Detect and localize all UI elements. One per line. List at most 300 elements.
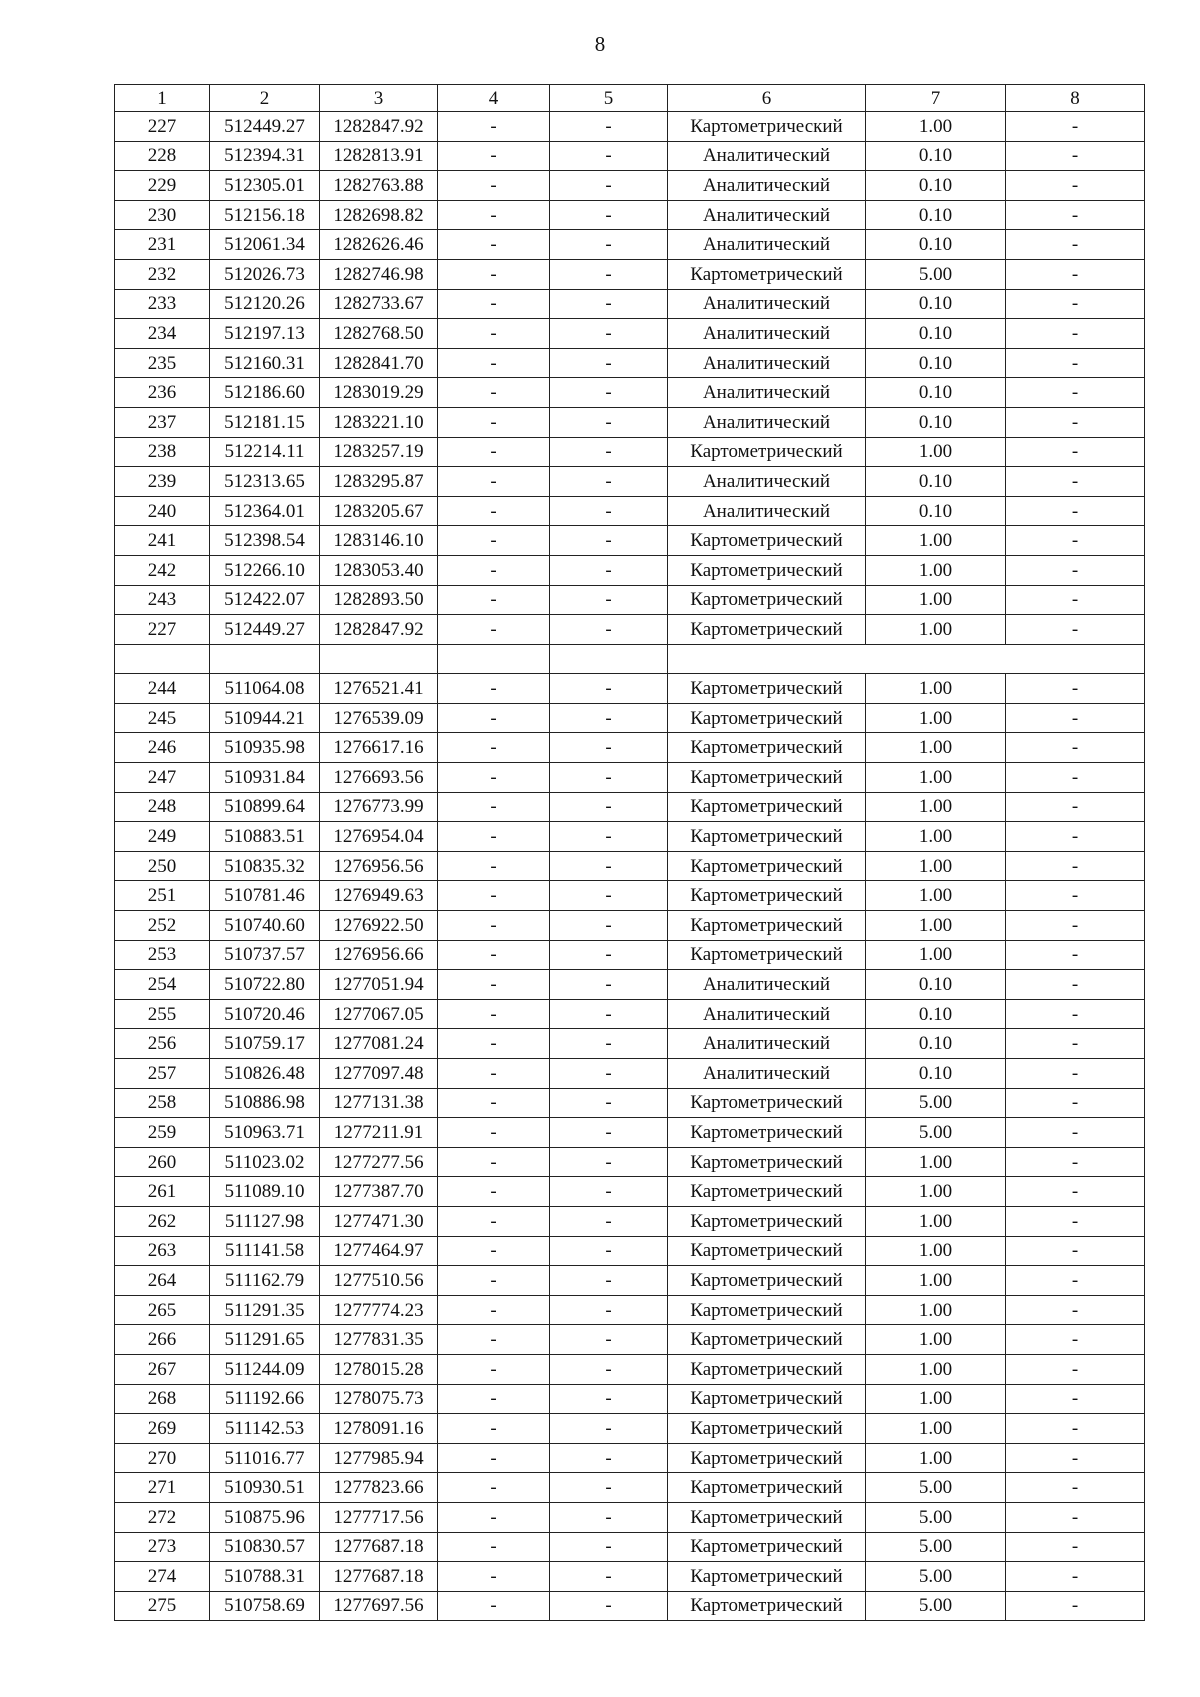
table-cell-col-8: - (1006, 230, 1145, 260)
table-cell-col-2: 510931.84 (210, 763, 320, 793)
table-cell-col-8: - (1006, 970, 1145, 1000)
separator-gap (668, 644, 1145, 674)
table-cell-col-1: 230 (115, 200, 210, 230)
table-cell-col-6: Картометрический (668, 733, 866, 763)
table-cell-col-1: 260 (115, 1147, 210, 1177)
table-cell-col-7: 5.00 (866, 1118, 1006, 1148)
table-cell-col-3: 1277471.30 (320, 1206, 438, 1236)
table-cell-col-2: 510944.21 (210, 703, 320, 733)
table-cell-col-8: - (1006, 1325, 1145, 1355)
table-cell-col-4: - (438, 1473, 550, 1503)
table-cell-col-8: - (1006, 703, 1145, 733)
table-cell-col-6: Картометрический (668, 1206, 866, 1236)
table-row (115, 555, 1145, 585)
table-cell-col-4: - (438, 851, 550, 881)
table-cell-col-6: Картометрический (668, 585, 866, 615)
table-cell-col-5: - (550, 1059, 668, 1089)
table-cell-col-8: - (1006, 1414, 1145, 1444)
column-header-8: 8 (1006, 85, 1145, 112)
page-number: 8 (594, 32, 606, 56)
table-cell-col-8: - (1006, 407, 1145, 437)
table-cell-col-7: 5.00 (866, 1591, 1006, 1621)
table-cell-col-8: - (1006, 1354, 1145, 1384)
table-cell-col-8: - (1006, 940, 1145, 970)
table-cell-col-5: - (550, 407, 668, 437)
separator-cell (210, 644, 320, 674)
table-cell-col-6: Картометрический (668, 881, 866, 911)
table-cell-col-6: Картометрический (668, 1354, 866, 1384)
table-cell-col-2: 510759.17 (210, 1029, 320, 1059)
table-cell-col-8: - (1006, 348, 1145, 378)
table-cell-col-2: 511162.79 (210, 1266, 320, 1296)
table-cell-col-7: 5.00 (866, 259, 1006, 289)
table-cell-col-8: - (1006, 999, 1145, 1029)
table-cell-col-7: 1.00 (866, 1384, 1006, 1414)
table-cell-col-4: - (438, 999, 550, 1029)
table-cell-col-8: - (1006, 555, 1145, 585)
table-block-2 (115, 674, 1145, 1621)
table-cell-col-1: 243 (115, 585, 210, 615)
table-cell-col-2: 512394.31 (210, 141, 320, 171)
table-cell-col-1: 272 (115, 1502, 210, 1532)
table-cell-col-8: - (1006, 1029, 1145, 1059)
table-cell-col-7: 0.10 (866, 467, 1006, 497)
table-cell-col-3: 1282768.50 (320, 319, 438, 349)
table-cell-col-2: 510722.80 (210, 970, 320, 1000)
table-cell-col-2: 511142.53 (210, 1414, 320, 1444)
table-cell-col-3: 1276617.16 (320, 733, 438, 763)
table-cell-col-1: 257 (115, 1059, 210, 1089)
table-cell-col-8: - (1006, 200, 1145, 230)
table-cell-col-7: 0.10 (866, 348, 1006, 378)
table-cell-col-1: 241 (115, 526, 210, 556)
table-cell-col-2: 510740.60 (210, 911, 320, 941)
table-cell-col-6: Картометрический (668, 940, 866, 970)
table-cell-col-1: 245 (115, 703, 210, 733)
table-row (115, 1443, 1145, 1473)
table-cell-col-5: - (550, 615, 668, 645)
table-cell-col-6: Аналитический (668, 970, 866, 1000)
table-row (115, 822, 1145, 852)
table-cell-col-1: 227 (115, 112, 210, 142)
table-cell-col-3: 1277081.24 (320, 1029, 438, 1059)
table-cell-col-8: - (1006, 1088, 1145, 1118)
table-cell-col-4: - (438, 733, 550, 763)
table-cell-col-3: 1283295.87 (320, 467, 438, 497)
table-cell-col-8: - (1006, 496, 1145, 526)
table-cell-col-5: - (550, 112, 668, 142)
table-cell-col-7: 0.10 (866, 141, 1006, 171)
table-cell-col-5: - (550, 496, 668, 526)
table-cell-col-2: 510883.51 (210, 822, 320, 852)
table-cell-col-8: - (1006, 1443, 1145, 1473)
table-cell-col-4: - (438, 1532, 550, 1562)
table-cell-col-4: - (438, 1591, 550, 1621)
table-cell-col-1: 248 (115, 792, 210, 822)
table-row (115, 141, 1145, 171)
table-cell-col-4: - (438, 674, 550, 704)
table-cell-col-1: 252 (115, 911, 210, 941)
table-cell-col-4: - (438, 1354, 550, 1384)
table-cell-col-6: Картометрический (668, 763, 866, 793)
table-cell-col-1: 228 (115, 141, 210, 171)
table-cell-col-4: - (438, 200, 550, 230)
table-cell-col-2: 511023.02 (210, 1147, 320, 1177)
table-cell-col-3: 1283257.19 (320, 437, 438, 467)
table-cell-col-1: 244 (115, 674, 210, 704)
table-cell-col-5: - (550, 1532, 668, 1562)
table-cell-col-3: 1282893.50 (320, 585, 438, 615)
table-row (115, 792, 1145, 822)
table-cell-col-2: 510899.64 (210, 792, 320, 822)
table-cell-col-4: - (438, 259, 550, 289)
table-block-1 (115, 112, 1145, 645)
table-cell-col-5: - (550, 259, 668, 289)
table-cell-col-6: Картометрический (668, 1532, 866, 1562)
table-cell-col-8: - (1006, 1206, 1145, 1236)
table-cell-col-1: 271 (115, 1473, 210, 1503)
table-cell-col-2: 512398.54 (210, 526, 320, 556)
table-cell-col-6: Аналитический (668, 141, 866, 171)
table-cell-col-7: 1.00 (866, 585, 1006, 615)
table-cell-col-4: - (438, 555, 550, 585)
table-cell-col-8: - (1006, 259, 1145, 289)
table-row (115, 1147, 1145, 1177)
column-header-2: 2 (210, 85, 320, 112)
table-row (115, 289, 1145, 319)
table-cell-col-2: 512160.31 (210, 348, 320, 378)
table-row (115, 970, 1145, 1000)
table-cell-col-5: - (550, 1266, 668, 1296)
table-cell-col-8: - (1006, 674, 1145, 704)
table-cell-col-2: 512181.15 (210, 407, 320, 437)
table-cell-col-8: - (1006, 911, 1145, 941)
table-cell-col-3: 1282733.67 (320, 289, 438, 319)
table-cell-col-2: 510963.71 (210, 1118, 320, 1148)
table-cell-col-5: - (550, 141, 668, 171)
table-cell-col-3: 1277131.38 (320, 1088, 438, 1118)
table-cell-col-2: 510788.31 (210, 1562, 320, 1592)
table-cell-col-3: 1283019.29 (320, 378, 438, 408)
separator-row (115, 644, 1145, 674)
table-cell-col-3: 1282847.92 (320, 615, 438, 645)
table-cell-col-6: Картометрический (668, 1325, 866, 1355)
table-cell-col-4: - (438, 822, 550, 852)
table-cell-col-3: 1276539.09 (320, 703, 438, 733)
table-cell-col-8: - (1006, 792, 1145, 822)
table-cell-col-4: - (438, 1088, 550, 1118)
column-header-6: 6 (668, 85, 866, 112)
table-cell-col-1: 232 (115, 259, 210, 289)
table-cell-col-3: 1283205.67 (320, 496, 438, 526)
table-cell-col-1: 246 (115, 733, 210, 763)
table-cell-col-7: 5.00 (866, 1473, 1006, 1503)
table-cell-col-4: - (438, 407, 550, 437)
table-cell-col-3: 1277510.56 (320, 1266, 438, 1296)
table-cell-col-1: 263 (115, 1236, 210, 1266)
table-cell-col-3: 1282763.88 (320, 171, 438, 201)
table-row (115, 1591, 1145, 1621)
table-cell-col-5: - (550, 1414, 668, 1444)
table-cell-col-4: - (438, 348, 550, 378)
table-cell-col-2: 511089.10 (210, 1177, 320, 1207)
table-cell-col-8: - (1006, 1177, 1145, 1207)
table-cell-col-5: - (550, 1147, 668, 1177)
table-cell-col-2: 510886.98 (210, 1088, 320, 1118)
table-cell-col-5: - (550, 999, 668, 1029)
table-row (115, 615, 1145, 645)
table-cell-col-3: 1277277.56 (320, 1147, 438, 1177)
table-cell-col-5: - (550, 1354, 668, 1384)
table-cell-col-4: - (438, 940, 550, 970)
table-cell-col-8: - (1006, 1236, 1145, 1266)
table-cell-col-7: 1.00 (866, 940, 1006, 970)
table-cell-col-7: 1.00 (866, 526, 1006, 556)
table-cell-col-5: - (550, 585, 668, 615)
table-cell-col-4: - (438, 141, 550, 171)
table-cell-col-5: - (550, 940, 668, 970)
table-cell-col-6: Аналитический (668, 999, 866, 1029)
table-cell-col-6: Картометрический (668, 1414, 866, 1444)
table-cell-col-2: 511192.66 (210, 1384, 320, 1414)
table-cell-col-4: - (438, 1384, 550, 1414)
table-cell-col-3: 1277687.18 (320, 1562, 438, 1592)
table-row (115, 230, 1145, 260)
table-cell-col-5: - (550, 1206, 668, 1236)
table-cell-col-5: - (550, 851, 668, 881)
table-cell-col-1: 264 (115, 1266, 210, 1296)
table-cell-col-5: - (550, 1473, 668, 1503)
table-row (115, 763, 1145, 793)
table-cell-col-3: 1277774.23 (320, 1295, 438, 1325)
table-cell-col-2: 511291.35 (210, 1295, 320, 1325)
table-cell-col-1: 256 (115, 1029, 210, 1059)
table-cell-col-1: 240 (115, 496, 210, 526)
table-cell-col-2: 510830.57 (210, 1532, 320, 1562)
table-cell-col-2: 510826.48 (210, 1059, 320, 1089)
table-cell-col-7: 0.10 (866, 496, 1006, 526)
table-row (115, 259, 1145, 289)
table-cell-col-7: 1.00 (866, 792, 1006, 822)
table-row (115, 1295, 1145, 1325)
table-cell-col-3: 1277387.70 (320, 1177, 438, 1207)
table-cell-col-3: 1283221.10 (320, 407, 438, 437)
table-row (115, 526, 1145, 556)
table-cell-col-6: Картометрический (668, 1118, 866, 1148)
table-cell-col-8: - (1006, 1502, 1145, 1532)
table-cell-col-6: Картометрический (668, 555, 866, 585)
table-cell-col-6: Аналитический (668, 1029, 866, 1059)
table-row (115, 1414, 1145, 1444)
table-cell-col-8: - (1006, 467, 1145, 497)
table-cell-col-8: - (1006, 1562, 1145, 1592)
table-cell-col-6: Аналитический (668, 467, 866, 497)
table-cell-col-2: 512120.26 (210, 289, 320, 319)
table-cell-col-3: 1277831.35 (320, 1325, 438, 1355)
table-cell-col-2: 512449.27 (210, 112, 320, 142)
table-row (115, 1059, 1145, 1089)
table-cell-col-2: 510835.32 (210, 851, 320, 881)
table-row (115, 1206, 1145, 1236)
table-cell-col-6: Картометрический (668, 1295, 866, 1325)
table-cell-col-3: 1277687.18 (320, 1532, 438, 1562)
table-cell-col-8: - (1006, 1473, 1145, 1503)
column-header-5: 5 (550, 85, 668, 112)
table-cell-col-3: 1277464.97 (320, 1236, 438, 1266)
table-row (115, 407, 1145, 437)
table-cell-col-5: - (550, 1118, 668, 1148)
table-cell-col-6: Картометрический (668, 911, 866, 941)
table-cell-col-7: 1.00 (866, 733, 1006, 763)
table-cell-col-4: - (438, 1266, 550, 1296)
table-cell-col-7: 1.00 (866, 112, 1006, 142)
table-cell-col-4: - (438, 378, 550, 408)
table-cell-col-7: 0.10 (866, 319, 1006, 349)
table-cell-col-4: - (438, 467, 550, 497)
table-cell-col-7: 1.00 (866, 1147, 1006, 1177)
table-cell-col-4: - (438, 289, 550, 319)
table-cell-col-1: 254 (115, 970, 210, 1000)
table-cell-col-7: 1.00 (866, 1206, 1006, 1236)
table-cell-col-8: - (1006, 289, 1145, 319)
table-cell-col-8: - (1006, 1295, 1145, 1325)
table-cell-col-3: 1283146.10 (320, 526, 438, 556)
separator-cell (550, 644, 668, 674)
table-cell-col-5: - (550, 1384, 668, 1414)
table-cell-col-2: 512061.34 (210, 230, 320, 260)
table-cell-col-3: 1278015.28 (320, 1354, 438, 1384)
table-cell-col-5: - (550, 763, 668, 793)
table-cell-col-4: - (438, 792, 550, 822)
table-row (115, 703, 1145, 733)
table-row (115, 851, 1145, 881)
table-cell-col-7: 1.00 (866, 881, 1006, 911)
table-cell-col-4: - (438, 1236, 550, 1266)
table-cell-col-7: 1.00 (866, 1354, 1006, 1384)
table-header-row (115, 85, 1145, 112)
table-cell-col-1: 269 (115, 1414, 210, 1444)
table-row (115, 171, 1145, 201)
table-cell-col-6: Аналитический (668, 289, 866, 319)
table-cell-col-3: 1277097.48 (320, 1059, 438, 1089)
table-cell-col-3: 1276956.66 (320, 940, 438, 970)
table-cell-col-1: 261 (115, 1177, 210, 1207)
table-cell-col-3: 1282698.82 (320, 200, 438, 230)
table-cell-col-7: 0.10 (866, 171, 1006, 201)
table-cell-col-5: - (550, 1295, 668, 1325)
table-cell-col-8: - (1006, 585, 1145, 615)
table-cell-col-7: 1.00 (866, 911, 1006, 941)
table-cell-col-3: 1282626.46 (320, 230, 438, 260)
table-cell-col-6: Картометрический (668, 1088, 866, 1118)
table-row (115, 1088, 1145, 1118)
table-cell-col-1: 258 (115, 1088, 210, 1118)
table-row (115, 1118, 1145, 1148)
table-cell-col-1: 231 (115, 230, 210, 260)
table-cell-col-6: Картометрический (668, 526, 866, 556)
table-row (115, 378, 1145, 408)
table-cell-col-5: - (550, 1502, 668, 1532)
table-cell-col-3: 1277697.56 (320, 1591, 438, 1621)
table-cell-col-1: 229 (115, 171, 210, 201)
table-cell-col-4: - (438, 171, 550, 201)
table-cell-col-6: Аналитический (668, 378, 866, 408)
table-cell-col-7: 1.00 (866, 555, 1006, 585)
table-row (115, 437, 1145, 467)
table-cell-col-2: 511064.08 (210, 674, 320, 704)
table-cell-col-1: 253 (115, 940, 210, 970)
separator-cell (438, 644, 550, 674)
table-cell-col-3: 1283053.40 (320, 555, 438, 585)
table-cell-col-6: Картометрический (668, 851, 866, 881)
table-row (115, 1266, 1145, 1296)
table-cell-col-7: 1.00 (866, 1266, 1006, 1296)
table-cell-col-5: - (550, 437, 668, 467)
table-cell-col-5: - (550, 171, 668, 201)
table-cell-col-1: 255 (115, 999, 210, 1029)
table-cell-col-6: Картометрический (668, 703, 866, 733)
table-cell-col-7: 0.10 (866, 1059, 1006, 1089)
table-cell-col-1: 234 (115, 319, 210, 349)
table-cell-col-3: 1282746.98 (320, 259, 438, 289)
table-cell-col-1: 259 (115, 1118, 210, 1148)
table-cell-col-4: - (438, 1118, 550, 1148)
table-cell-col-8: - (1006, 437, 1145, 467)
table-cell-col-7: 0.10 (866, 289, 1006, 319)
table-cell-col-3: 1282841.70 (320, 348, 438, 378)
column-header-1: 1 (115, 85, 210, 112)
table-cell-col-3: 1278075.73 (320, 1384, 438, 1414)
table-separator (115, 644, 1145, 674)
table-cell-col-6: Аналитический (668, 407, 866, 437)
table-cell-col-4: - (438, 763, 550, 793)
table-cell-col-1: 249 (115, 822, 210, 852)
table-cell-col-7: 5.00 (866, 1502, 1006, 1532)
table-cell-col-7: 1.00 (866, 1236, 1006, 1266)
table-cell-col-7: 0.10 (866, 1029, 1006, 1059)
table-cell-col-7: 1.00 (866, 1414, 1006, 1444)
table-cell-col-3: 1277717.56 (320, 1502, 438, 1532)
table-cell-col-7: 1.00 (866, 1443, 1006, 1473)
table-cell-col-1: 233 (115, 289, 210, 319)
table-cell-col-7: 1.00 (866, 437, 1006, 467)
table-cell-col-5: - (550, 1029, 668, 1059)
table-cell-col-3: 1276954.04 (320, 822, 438, 852)
table-cell-col-8: - (1006, 171, 1145, 201)
table-cell-col-6: Аналитический (668, 319, 866, 349)
table-cell-col-5: - (550, 378, 668, 408)
table-cell-col-1: 267 (115, 1354, 210, 1384)
table-row (115, 1562, 1145, 1592)
table-cell-col-7: 1.00 (866, 1325, 1006, 1355)
table-cell-col-7: 0.10 (866, 407, 1006, 437)
table-cell-col-2: 512364.01 (210, 496, 320, 526)
table-cell-col-6: Картометрический (668, 615, 866, 645)
table-cell-col-8: - (1006, 615, 1145, 645)
table-cell-col-1: 275 (115, 1591, 210, 1621)
table-cell-col-3: 1276922.50 (320, 911, 438, 941)
table-cell-col-6: Картометрический (668, 1236, 866, 1266)
table-cell-col-6: Картометрический (668, 1177, 866, 1207)
table-cell-col-5: - (550, 970, 668, 1000)
table-cell-col-5: - (550, 467, 668, 497)
table-cell-col-5: - (550, 200, 668, 230)
table-cell-col-4: - (438, 615, 550, 645)
table-cell-col-8: - (1006, 1118, 1145, 1148)
table-cell-col-8: - (1006, 851, 1145, 881)
column-header-4: 4 (438, 85, 550, 112)
table-cell-col-6: Аналитический (668, 348, 866, 378)
